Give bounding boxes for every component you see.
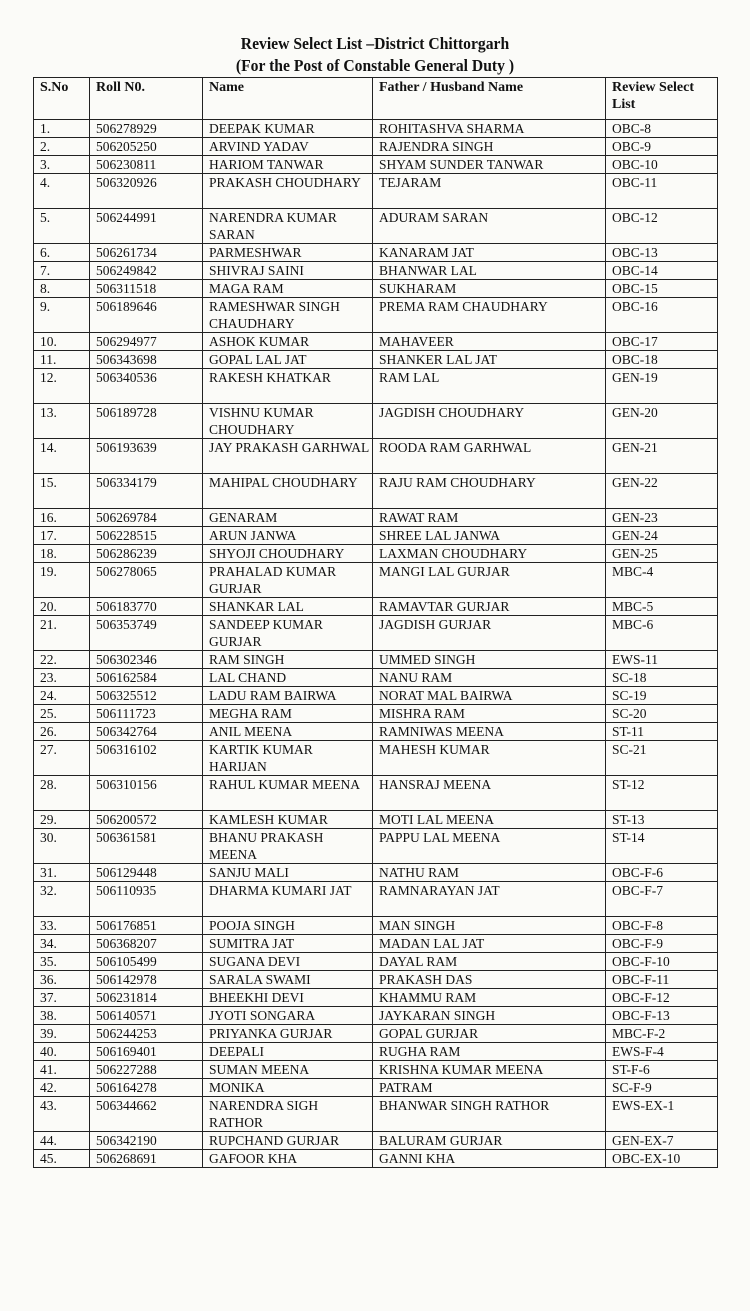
serial-number: 10. [34, 333, 90, 351]
roll-number: 506169401 [90, 1043, 203, 1061]
candidate-name: HARIOM TANWAR [203, 156, 373, 174]
table-row [34, 989, 718, 1007]
table-row [34, 545, 718, 563]
father-husband-name: KANARAM JAT [373, 244, 606, 262]
father-husband-name: RAJENDRA SINGH [373, 138, 606, 156]
review-category: OBC-F-7 [606, 882, 718, 917]
review-category: OBC-15 [606, 280, 718, 298]
roll-number: 506176851 [90, 917, 203, 935]
father-husband-name: ROODA RAM GARHWAL [373, 439, 606, 474]
serial-number: 35. [34, 953, 90, 971]
serial-number: 4. [34, 174, 90, 209]
candidate-name: RUPCHAND GURJAR [203, 1132, 373, 1150]
father-husband-name: PATRAM [373, 1079, 606, 1097]
review-category: ST-13 [606, 811, 718, 829]
review-category: SC-F-9 [606, 1079, 718, 1097]
father-husband-name: JAGDISH GURJAR [373, 616, 606, 651]
father-husband-name: TEJARAM [373, 174, 606, 209]
father-husband-name: MAN SINGH [373, 917, 606, 935]
review-category: ST-12 [606, 776, 718, 811]
roll-number: 506294977 [90, 333, 203, 351]
father-husband-name: MAHAVEER [373, 333, 606, 351]
serial-number: 24. [34, 687, 90, 705]
serial-number: 39. [34, 1025, 90, 1043]
roll-number: 506310156 [90, 776, 203, 811]
table-row [34, 882, 718, 917]
father-husband-name: GOPAL GURJAR [373, 1025, 606, 1043]
candidate-name: SHYOJI CHOUDHARY [203, 545, 373, 563]
serial-number: 37. [34, 989, 90, 1007]
review-category: MBC-6 [606, 616, 718, 651]
header-roll-no: Roll N0. [90, 78, 203, 120]
roll-number: 506368207 [90, 935, 203, 953]
father-husband-name: MADAN LAL JAT [373, 935, 606, 953]
father-husband-name: MOTI LAL MEENA [373, 811, 606, 829]
candidate-name: SARALA SWAMI [203, 971, 373, 989]
review-category: GEN-25 [606, 545, 718, 563]
serial-number: 29. [34, 811, 90, 829]
father-husband-name: RAMNIWAS MEENA [373, 723, 606, 741]
table-row [34, 474, 718, 509]
table-row [34, 598, 718, 616]
serial-number: 18. [34, 545, 90, 563]
table-row [34, 262, 718, 280]
table-row [34, 829, 718, 864]
table-row [34, 953, 718, 971]
review-category: EWS-11 [606, 651, 718, 669]
candidate-name: MAGA RAM [203, 280, 373, 298]
serial-number: 17. [34, 527, 90, 545]
serial-number: 28. [34, 776, 90, 811]
table-row [34, 917, 718, 935]
table-row [34, 439, 718, 474]
candidate-name: DEEPALI [203, 1043, 373, 1061]
review-category: SC-18 [606, 669, 718, 687]
table-row [34, 156, 718, 174]
serial-number: 7. [34, 262, 90, 280]
review-category: OBC-13 [606, 244, 718, 262]
document-subtitle: (For the Post of Constable General Duty ) [235, 56, 515, 75]
roll-number: 506105499 [90, 953, 203, 971]
table-row [34, 651, 718, 669]
father-husband-name: PAPPU LAL MEENA [373, 829, 606, 864]
father-husband-name: PRAKASH DAS [373, 971, 606, 989]
roll-number: 506325512 [90, 687, 203, 705]
father-husband-name: KHAMMU RAM [373, 989, 606, 1007]
serial-number: 43. [34, 1097, 90, 1132]
candidate-name: GOPAL LAL JAT [203, 351, 373, 369]
table-row [34, 1007, 718, 1025]
father-husband-name: MISHRA RAM [373, 705, 606, 723]
serial-number: 9. [34, 298, 90, 333]
candidate-name: LAL CHAND [203, 669, 373, 687]
candidate-name: SHIVRAJ SAINI [203, 262, 373, 280]
header-review-select-list: Review Select List [606, 78, 718, 120]
candidate-name: ASHOK KUMAR [203, 333, 373, 351]
table-row [34, 1132, 718, 1150]
roll-number: 506111723 [90, 705, 203, 723]
table-row [34, 1061, 718, 1079]
serial-number: 31. [34, 864, 90, 882]
roll-number: 506361581 [90, 829, 203, 864]
roll-number: 506189646 [90, 298, 203, 333]
header-father-husband-name: Father / Husband Name [373, 78, 606, 120]
roll-number: 506193639 [90, 439, 203, 474]
header-name: Name [203, 78, 373, 120]
serial-number: 8. [34, 280, 90, 298]
review-category: EWS-F-4 [606, 1043, 718, 1061]
roll-number: 506278065 [90, 563, 203, 598]
roll-number: 506261734 [90, 244, 203, 262]
serial-number: 42. [34, 1079, 90, 1097]
roll-number: 506110935 [90, 882, 203, 917]
father-husband-name: JAGDISH CHOUDHARY [373, 404, 606, 439]
review-category: OBC-14 [606, 262, 718, 280]
review-category: OBC-F-10 [606, 953, 718, 971]
roll-number: 506231814 [90, 989, 203, 1007]
candidate-name: PRAHALAD KUMAR GURJAR [203, 563, 373, 598]
father-husband-name: ADURAM SARAN [373, 209, 606, 244]
father-husband-name: PREMA RAM CHAUDHARY [373, 298, 606, 333]
table-row [34, 120, 718, 138]
select-list-table [33, 77, 718, 1168]
father-husband-name: NORAT MAL BAIRWA [373, 687, 606, 705]
roll-number: 506228515 [90, 527, 203, 545]
serial-number: 20. [34, 598, 90, 616]
roll-number: 506140571 [90, 1007, 203, 1025]
review-category: OBC-16 [606, 298, 718, 333]
review-category: ST-11 [606, 723, 718, 741]
table-row [34, 1025, 718, 1043]
roll-number: 506244991 [90, 209, 203, 244]
table-row [34, 404, 718, 439]
serial-number: 14. [34, 439, 90, 474]
candidate-name: NARENDRA KUMAR SARAN [203, 209, 373, 244]
candidate-name: JYOTI SONGARA [203, 1007, 373, 1025]
serial-number: 33. [34, 917, 90, 935]
father-husband-name: BHANWAR SINGH RATHOR [373, 1097, 606, 1132]
candidate-name: SANJU MALI [203, 864, 373, 882]
serial-number: 44. [34, 1132, 90, 1150]
table-row [34, 705, 718, 723]
table-row [34, 244, 718, 262]
candidate-name: MAHIPAL CHOUDHARY [203, 474, 373, 509]
candidate-name: POOJA SINGH [203, 917, 373, 935]
roll-number: 506200572 [90, 811, 203, 829]
table-row [34, 935, 718, 953]
serial-number: 27. [34, 741, 90, 776]
father-husband-name: SHREE LAL JANWA [373, 527, 606, 545]
father-husband-name: MAHESH KUMAR [373, 741, 606, 776]
father-husband-name: SHYAM SUNDER TANWAR [373, 156, 606, 174]
table-row [34, 811, 718, 829]
father-husband-name: RAMNARAYAN JAT [373, 882, 606, 917]
review-category: GEN-24 [606, 527, 718, 545]
roll-number: 506230811 [90, 156, 203, 174]
table-row [34, 741, 718, 776]
table-row [34, 723, 718, 741]
review-category: OBC-F-8 [606, 917, 718, 935]
roll-number: 506142978 [90, 971, 203, 989]
father-husband-name: KRISHNA KUMAR MEENA [373, 1061, 606, 1079]
father-husband-name: RAMAVTAR GURJAR [373, 598, 606, 616]
table-row [34, 298, 718, 333]
table-header-row [34, 78, 718, 120]
roll-number: 506342190 [90, 1132, 203, 1150]
table-row [34, 1043, 718, 1061]
roll-number: 506189728 [90, 404, 203, 439]
father-husband-name: GANNI KHA [373, 1150, 606, 1168]
review-category: EWS-EX-1 [606, 1097, 718, 1132]
table-row [34, 616, 718, 651]
serial-number: 6. [34, 244, 90, 262]
candidate-name: DHARMA KUMARI JAT [203, 882, 373, 917]
review-category: SC-20 [606, 705, 718, 723]
candidate-name: SUMAN MEENA [203, 1061, 373, 1079]
serial-number: 34. [34, 935, 90, 953]
review-category: OBC-F-13 [606, 1007, 718, 1025]
father-husband-name: DAYAL RAM [373, 953, 606, 971]
candidate-name: ARUN JANWA [203, 527, 373, 545]
father-husband-name: SHANKER LAL JAT [373, 351, 606, 369]
review-category: OBC-10 [606, 156, 718, 174]
table-row [34, 1150, 718, 1168]
table-row [34, 333, 718, 351]
table-row [34, 509, 718, 527]
serial-number: 2. [34, 138, 90, 156]
review-category: SC-19 [606, 687, 718, 705]
father-husband-name: BALURAM GURJAR [373, 1132, 606, 1150]
roll-number: 506353749 [90, 616, 203, 651]
review-category: SC-21 [606, 741, 718, 776]
roll-number: 506278929 [90, 120, 203, 138]
serial-number: 5. [34, 209, 90, 244]
father-husband-name: MANGI LAL GURJAR [373, 563, 606, 598]
review-category: OBC-17 [606, 333, 718, 351]
serial-number: 21. [34, 616, 90, 651]
roll-number: 506334179 [90, 474, 203, 509]
candidate-name: JAY PRAKASH GARHWAL [203, 439, 373, 474]
roll-number: 506129448 [90, 864, 203, 882]
roll-number: 506164278 [90, 1079, 203, 1097]
serial-number: 16. [34, 509, 90, 527]
candidate-name: VISHNU KUMAR CHOUDHARY [203, 404, 373, 439]
table-row [34, 351, 718, 369]
roll-number: 506227288 [90, 1061, 203, 1079]
candidate-name: RAKESH KHATKAR [203, 369, 373, 404]
father-husband-name: RAWAT RAM [373, 509, 606, 527]
candidate-name: PRAKASH CHOUDHARY [203, 174, 373, 209]
father-husband-name: LAXMAN CHOUDHARY [373, 545, 606, 563]
candidate-name: PARMESHWAR [203, 244, 373, 262]
roll-number: 506311518 [90, 280, 203, 298]
review-category: GEN-EX-7 [606, 1132, 718, 1150]
roll-number: 506342764 [90, 723, 203, 741]
candidate-name: PRIYANKA GURJAR [203, 1025, 373, 1043]
roll-number: 506244253 [90, 1025, 203, 1043]
table-row [34, 971, 718, 989]
review-category: OBC-F-9 [606, 935, 718, 953]
table-row [34, 669, 718, 687]
candidate-name: RAMESHWAR SINGH CHAUDHARY [203, 298, 373, 333]
roll-number: 506316102 [90, 741, 203, 776]
roll-number: 506320926 [90, 174, 203, 209]
father-husband-name: SUKHARAM [373, 280, 606, 298]
review-category: MBC-4 [606, 563, 718, 598]
father-husband-name: UMMED SINGH [373, 651, 606, 669]
table-row [34, 563, 718, 598]
table-row [34, 280, 718, 298]
table-row [34, 369, 718, 404]
table-row [34, 174, 718, 209]
serial-number: 25. [34, 705, 90, 723]
candidate-name: BHEEKHI DEVI [203, 989, 373, 1007]
candidate-name: GENARAM [203, 509, 373, 527]
review-category: OBC-8 [606, 120, 718, 138]
review-category: GEN-21 [606, 439, 718, 474]
review-category: OBC-F-12 [606, 989, 718, 1007]
review-category: OBC-F-6 [606, 864, 718, 882]
roll-number: 506343698 [90, 351, 203, 369]
candidate-name: KARTIK KUMAR HARIJAN [203, 741, 373, 776]
roll-number: 506249842 [90, 262, 203, 280]
review-category: OBC-18 [606, 351, 718, 369]
review-category: MBC-5 [606, 598, 718, 616]
serial-number: 40. [34, 1043, 90, 1061]
review-category: OBC-9 [606, 138, 718, 156]
serial-number: 26. [34, 723, 90, 741]
candidate-name: SANDEEP KUMAR GURJAR [203, 616, 373, 651]
candidate-name: NARENDRA SIGH RATHOR [203, 1097, 373, 1132]
candidate-name: SUGANA DEVI [203, 953, 373, 971]
table-row [34, 1097, 718, 1132]
serial-number: 30. [34, 829, 90, 864]
candidate-name: ARVIND YADAV [203, 138, 373, 156]
father-husband-name: RAJU RAM CHOUDHARY [373, 474, 606, 509]
roll-number: 506340536 [90, 369, 203, 404]
review-category: OBC-F-11 [606, 971, 718, 989]
serial-number: 38. [34, 1007, 90, 1025]
roll-number: 506268691 [90, 1150, 203, 1168]
father-husband-name: ROHITASHVA SHARMA [373, 120, 606, 138]
serial-number: 1. [34, 120, 90, 138]
table-row [34, 864, 718, 882]
review-category: GEN-22 [606, 474, 718, 509]
candidate-name: ANIL MEENA [203, 723, 373, 741]
roll-number: 506183770 [90, 598, 203, 616]
table-row [34, 687, 718, 705]
candidate-name: KAMLESH KUMAR [203, 811, 373, 829]
table-row [34, 776, 718, 811]
serial-number: 15. [34, 474, 90, 509]
candidate-name: MEGHA RAM [203, 705, 373, 723]
serial-number: 22. [34, 651, 90, 669]
review-category: GEN-19 [606, 369, 718, 404]
serial-number: 23. [34, 669, 90, 687]
review-category: OBC-11 [606, 174, 718, 209]
serial-number: 3. [34, 156, 90, 174]
review-category: GEN-20 [606, 404, 718, 439]
roll-number: 506269784 [90, 509, 203, 527]
serial-number: 19. [34, 563, 90, 598]
father-husband-name: NANU RAM [373, 669, 606, 687]
table-row [34, 527, 718, 545]
candidate-name: BHANU PRAKASH MEENA [203, 829, 373, 864]
father-husband-name: NATHU RAM [373, 864, 606, 882]
roll-number: 506205250 [90, 138, 203, 156]
candidate-name: SHANKAR LAL [203, 598, 373, 616]
review-category: GEN-23 [606, 509, 718, 527]
serial-number: 32. [34, 882, 90, 917]
candidate-name: RAHUL KUMAR MEENA [203, 776, 373, 811]
father-husband-name: RAM LAL [373, 369, 606, 404]
candidate-name: GAFOOR KHA [203, 1150, 373, 1168]
table-body [34, 120, 718, 1168]
review-category: OBC-EX-10 [606, 1150, 718, 1168]
roll-number: 506302346 [90, 651, 203, 669]
father-husband-name: RUGHA RAM [373, 1043, 606, 1061]
candidate-name: LADU RAM BAIRWA [203, 687, 373, 705]
review-category: ST-14 [606, 829, 718, 864]
table-row [34, 138, 718, 156]
candidate-name: RAM SINGH [203, 651, 373, 669]
roll-number: 506162584 [90, 669, 203, 687]
candidate-name: SUMITRA JAT [203, 935, 373, 953]
candidate-name: MONIKA [203, 1079, 373, 1097]
father-husband-name: JAYKARAN SINGH [373, 1007, 606, 1025]
table-row [34, 209, 718, 244]
review-category: MBC-F-2 [606, 1025, 718, 1043]
serial-number: 13. [34, 404, 90, 439]
roll-number: 506344662 [90, 1097, 203, 1132]
document-title: Review Select List –District Chittorgarh [240, 34, 510, 53]
serial-number: 36. [34, 971, 90, 989]
review-category: OBC-12 [606, 209, 718, 244]
table-row [34, 1079, 718, 1097]
serial-number: 11. [34, 351, 90, 369]
candidate-name: DEEPAK KUMAR [203, 120, 373, 138]
serial-number: 41. [34, 1061, 90, 1079]
header-sno: S.No [34, 78, 90, 120]
review-category: ST-F-6 [606, 1061, 718, 1079]
father-husband-name: BHANWAR LAL [373, 262, 606, 280]
roll-number: 506286239 [90, 545, 203, 563]
serial-number: 12. [34, 369, 90, 404]
father-husband-name: HANSRAJ MEENA [373, 776, 606, 811]
serial-number: 45. [34, 1150, 90, 1168]
